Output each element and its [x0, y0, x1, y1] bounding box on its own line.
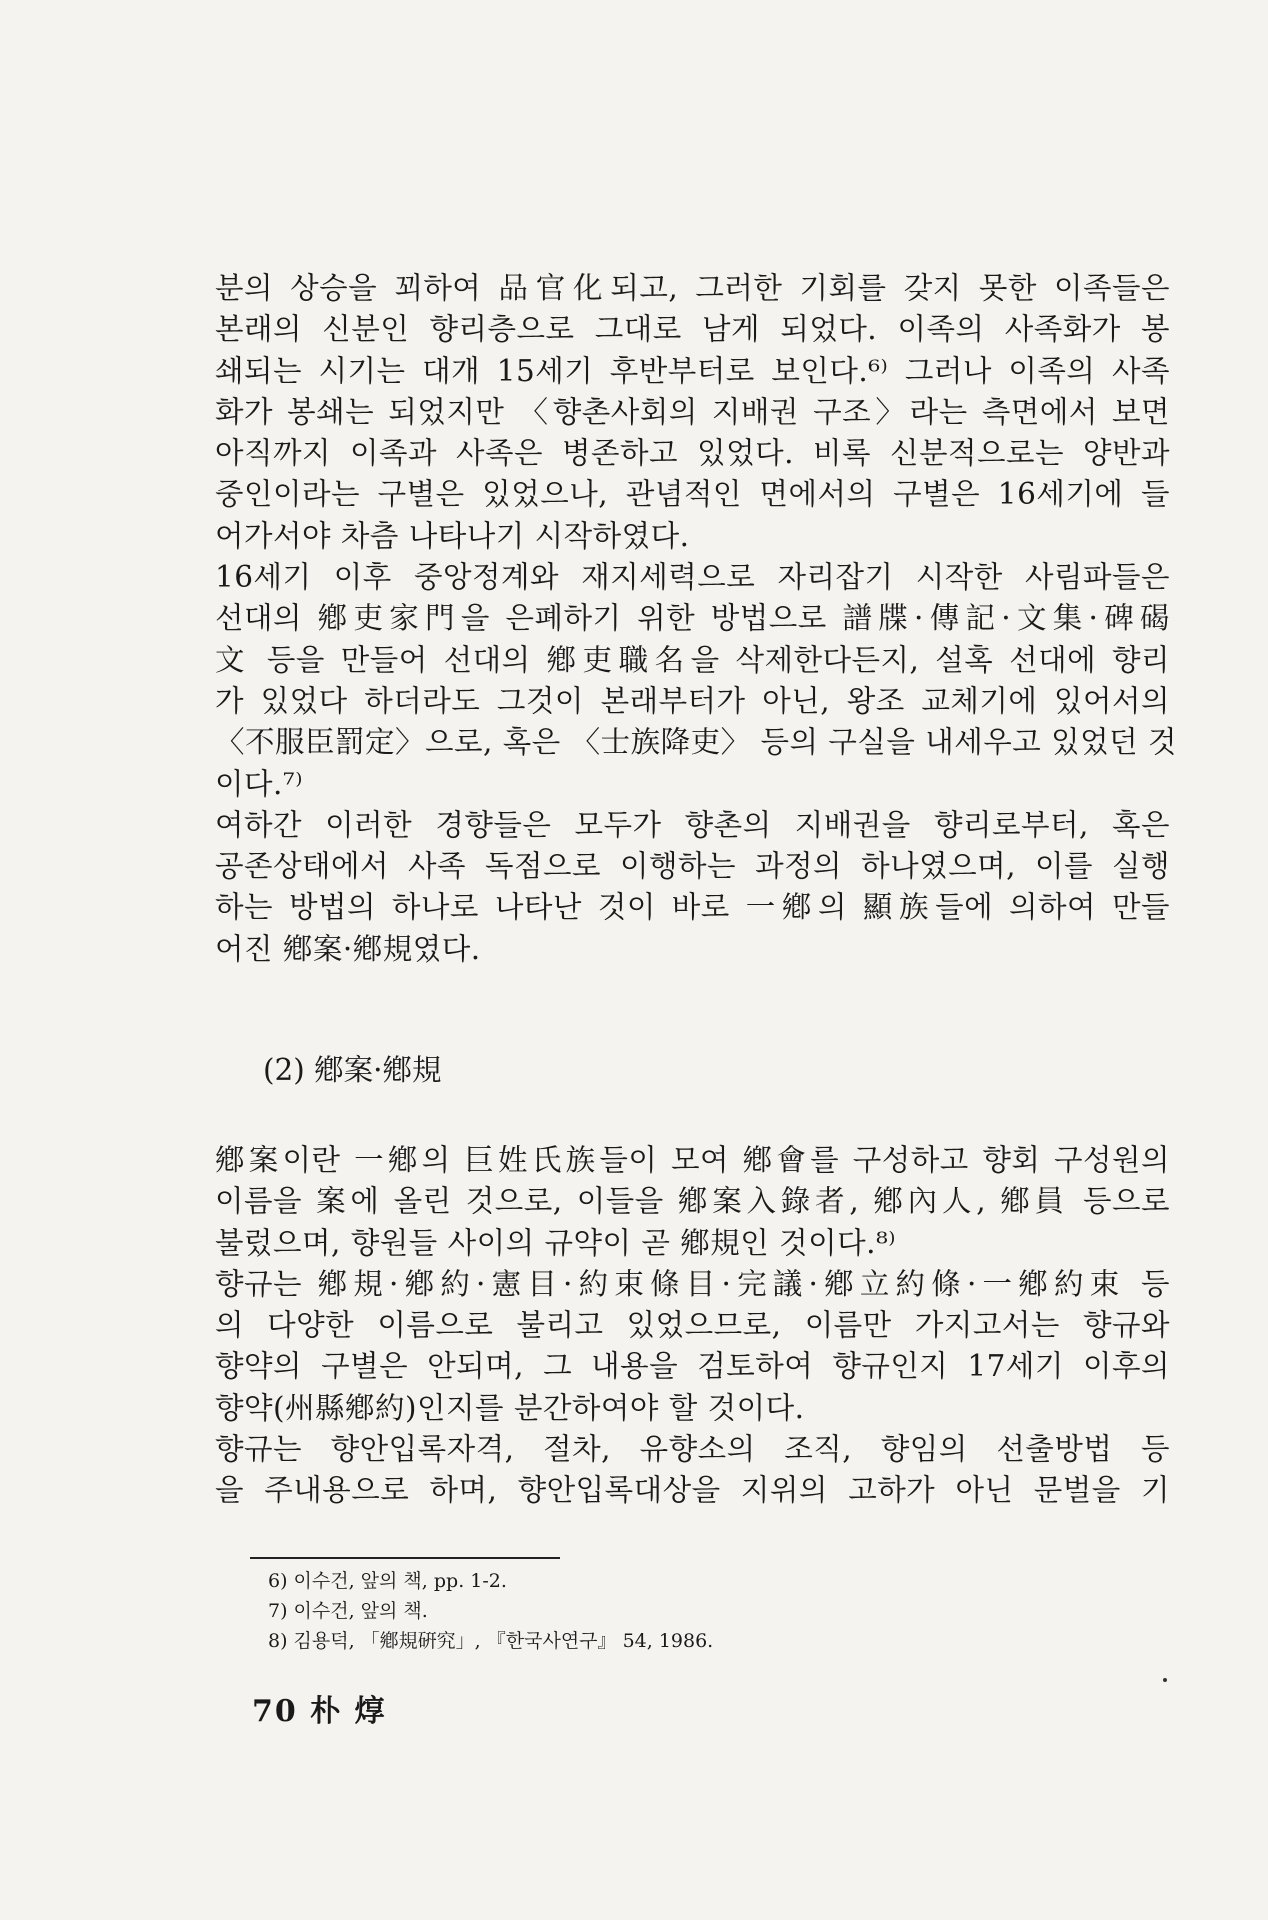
text-line: 향약(州縣鄕約)인지를 분간하여야 할 것이다. — [215, 1390, 805, 1425]
text-line: 文 등을 만들어 선대의 鄕吏職名을 삭제한다든지, 설혹 선대에 향리 — [215, 642, 1170, 677]
text-line: 아직까지 이족과 사족은 병존하고 있었다. 비록 신분적으로는 양반과 — [215, 436, 1170, 471]
text-line: 화가 봉쇄는 되었지만 〈향촌사회의 지배권 구조〉라는 측면에서 보면 — [215, 394, 1170, 429]
text-line: 하는 방법의 하나로 나타난 것이 바로 一鄕의 顯族들에 의하여 만들 — [215, 890, 1170, 925]
text-line: 鄕案이란 一鄕의 巨姓氏族들이 모여 鄕會를 구성하고 향회 구성원의 — [215, 1143, 1170, 1177]
text-line: 공존상태에서 사족 독점으로 이행하는 과정의 하나였으며, 이를 실행 — [215, 849, 1170, 884]
text-line: 향규는 향안입록자격, 절차, 유향소의 조직, 향임의 선출방법 등 — [215, 1432, 1170, 1467]
text-line: 불렀으며, 향원들 사이의 규약이 곧 鄕規인 것이다.⁸⁾ — [215, 1225, 897, 1260]
text-line: 여하간 이러한 경향들은 모두가 향촌의 지배권을 향리로부터, 혹은 — [215, 807, 1170, 842]
text-line: 의 다양한 이름으로 불리고 있었으므로, 이름만 가지고서는 향규와 — [215, 1308, 1170, 1343]
text-line: 을 주내용으로 하며, 향안입록대상을 지위의 고하가 아닌 문벌을 기 — [215, 1473, 1170, 1508]
text-line: 본래의 신분인 향리층으로 그대로 남게 되었다. 이족의 사족화가 봉 — [215, 312, 1170, 347]
text-line: 어가서야 차츰 나타나기 시작하였다. — [215, 518, 690, 553]
footnote: 6) 이수건, 앞의 책, pp. 1-2. — [268, 1570, 507, 1592]
text-line: 어진 鄕案·鄕規였다. — [215, 931, 481, 966]
page-folio: 70 朴 焞 — [252, 1694, 387, 1729]
section-heading: (2) 鄕案·鄕規 — [263, 1053, 442, 1087]
footnotes — [268, 1566, 713, 1656]
text-line: 16세기 이후 중앙정계와 재지세력으로 자리잡기 시작한 사림파들은 — [215, 560, 1170, 595]
text-line: 이다.⁷⁾ — [215, 766, 303, 801]
text-line: 향약의 구별은 안되며, 그 내용을 검토하여 향규인지 17세기 이후의 — [215, 1349, 1170, 1384]
text-line: 〈不服臣罰定〉으로, 혹은 〈士族降吏〉 등의 구실을 내세우고 있었던 것 — [215, 725, 1177, 760]
footnote: 7) 이수건, 앞의 책. — [268, 1600, 428, 1622]
text-line: 분의 상승을 꾀하여 品官化되고, 그러한 기회를 갖지 못한 이족들은 — [215, 271, 1170, 305]
text-line: 향규는 鄕規·鄕約·憲目·約束條目·完議·鄕立約條·一鄕約束 등 — [215, 1266, 1170, 1301]
text-line: 쇄되는 시기는 대개 15세기 후반부터로 보인다.⁶⁾ 그러나 이족의 사족 — [215, 353, 1170, 388]
footnote-divider — [250, 1557, 560, 1559]
text-line: 선대의 鄕吏家門을 은폐하기 위한 방법으로 譜牒·傳記·文集·碑碣 — [215, 601, 1170, 636]
speck-mark — [1163, 1678, 1167, 1682]
body-text-top — [215, 268, 1177, 970]
body-text-bottom — [215, 1140, 1170, 1512]
text-line: 가 있었다 하더라도 그것이 본래부터가 아닌, 왕조 교체기에 있어서의 — [215, 683, 1170, 718]
text-line: 이름을 案에 올린 것으로, 이들을 鄕案入錄者, 鄕內人, 鄕員 등으로 — [215, 1184, 1170, 1219]
footnote: 8) 김용덕, 「鄕規硏究」, 『한국사연구』 54, 1986. — [268, 1630, 714, 1652]
text-line: 중인이라는 구별은 있었으나, 관념적인 면에서의 구별은 16세기에 들 — [215, 477, 1170, 512]
